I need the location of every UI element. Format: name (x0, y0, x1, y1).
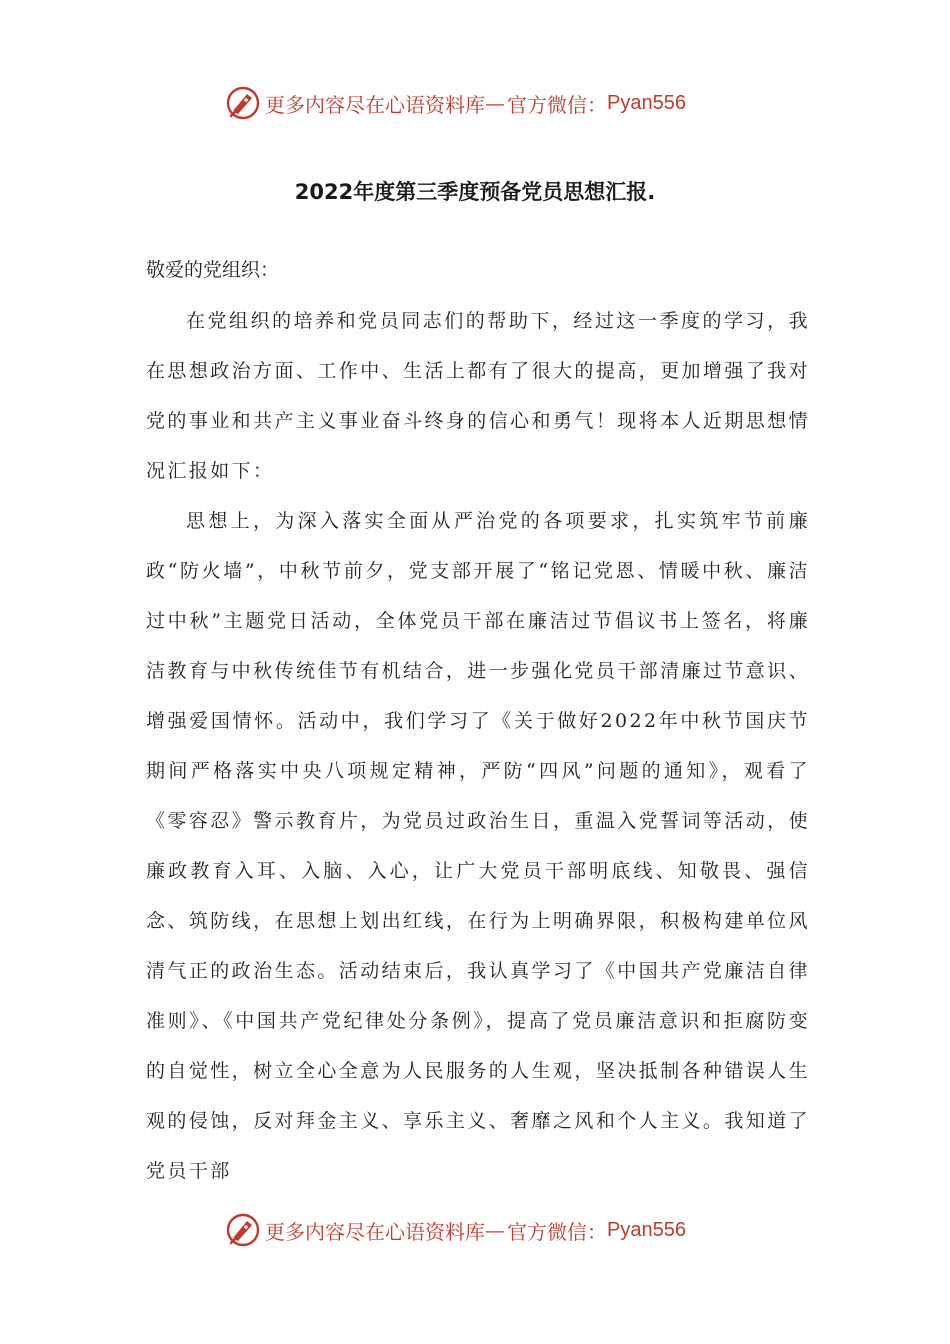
watermark-main-text: 更多内容尽在心语资料库 (265, 92, 485, 117)
paragraph-intro: 在党组织的培养和党员同志们的帮助下，经过这一季度的学习，我在思想政治方面、工作中、生活上都有了很大的提高，更加增强了我对党的事业和共产主义事业奋斗终身的信心和勇气！现将本人近期思想情况汇报如下： (146, 310, 810, 482)
watermark-sub-text: 官方微信： (507, 1219, 607, 1244)
pen-nib-logo-icon (225, 1212, 261, 1248)
watermark-id: Pyan556 (607, 1218, 686, 1241)
salutation: 敬爱的党组织： (146, 259, 280, 281)
pen-nib-logo-icon (225, 85, 261, 121)
footer-watermark (225, 1210, 686, 1250)
watermark-separator: — (485, 91, 505, 115)
paragraph-thought: 思想上，为深入落实全面从严治党的各项要求，扎实筑牢节前廉政“防火墙”，中秋节前夕，党支部开展了“铭记党恩、情暖中秋、廉洁过中秋”主题党日活动，全体党员干部在廉洁过节倡议书上签名，将廉洁教育与中秋传统佳节有机结合，进一步强化党员干部清廉过节意识、增强爱国情怀。活动中，我们学习了《关于做好2022年中秋节国庆节期间严格落实中央八项规定精神，严防“四风”问题的通知》，观看了《零容忍》警示教育片，为党员过政治生日，重温入党誓词等活动，使廉政教育入耳、入脑、入心，让广大党员干部明底线、知敬畏、强信念、筑防线，在思想上划出红线，在行为上明确界限，积极构建单位风清气正的政治生态。活动结束后，我认真学习了《中国共产党廉洁自律准则》、《中国共产党纪律处分条例》，提高了党员廉洁意识和拒腐防变的自觉性，树立全心全意为人民服务的人生观，坚决抵制各种错误人生观的侵蚀，反对拜金主义、享乐主义、奢靡之风和个人主义。我知道了党员干部 (146, 510, 810, 1182)
page-title: 2022年度第三季度预备党员思想汇报. (294, 180, 656, 204)
watermark-sub-text: 官方微信： (507, 92, 607, 117)
watermark-id: Pyan556 (607, 91, 686, 114)
watermark-separator: — (485, 1218, 505, 1242)
watermark-main-text: 更多内容尽在心语资料库 (265, 1219, 485, 1244)
header-watermark (225, 83, 686, 123)
